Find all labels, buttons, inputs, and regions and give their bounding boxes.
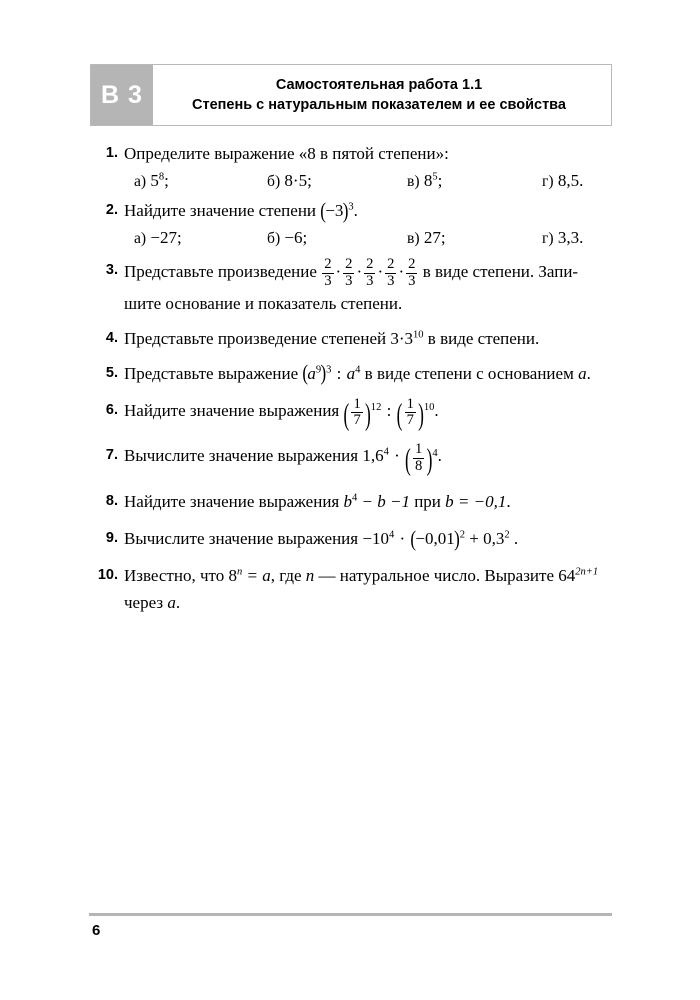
- task-content: [124, 397, 618, 433]
- task-item: [90, 562, 618, 616]
- power-expression: $b^4 - b -1$: [343, 492, 410, 512]
- option-b: б) −6;: [267, 228, 308, 247]
- option-v: в) 27;: [407, 228, 446, 247]
- option-b: б) 8·5;: [267, 171, 312, 190]
- option-a: а) −27;: [134, 228, 182, 247]
- task-item: [90, 397, 618, 433]
- task-content: [124, 140, 618, 194]
- task-number: 9.: [105, 530, 118, 547]
- power-expression: 8$^n$ = a: [228, 566, 271, 586]
- task-number: 2.: [105, 202, 118, 218]
- task-item: [90, 488, 618, 515]
- task-number: 1.: [105, 145, 118, 161]
- fraction-product: $\frac{2}{3}$ · $\frac{2}{3}$ · $\frac{2}{3}$ · $\frac{2}{3}$ · $\frac{2}{3}$: [324, 256, 416, 289]
- task-content: [124, 257, 618, 317]
- condition: b = −0,1: [445, 492, 507, 512]
- task-statement: Представьте выражение ( $a^9$ ) $^3$ : $a^4$ в виде степени с основанием a.: [124, 360, 618, 387]
- task-item: [90, 197, 618, 251]
- fraction: $\frac{2}{3}$: [408, 256, 416, 289]
- option-a: а) $5^8$;: [134, 171, 169, 190]
- task-statement: Вычислите значение выражения $1,6^4$ · ( $\frac{1}{8}$ ) 4.: [124, 442, 618, 478]
- parenthesized-fraction: ( $\frac{1}{7}$ ): [397, 397, 424, 433]
- task-statement: Известно, что 8$^n$ = a, где n — натуральное число. Выразите $64^{2n+1}$: [124, 566, 599, 586]
- power-expression: ( −3 ) $^3$: [320, 201, 353, 220]
- task-content: [124, 325, 618, 352]
- task-number: 10.: [97, 567, 118, 584]
- option-v: в) $8^5$;: [407, 171, 443, 190]
- worksheet-title: Самостоятельная работа 1.1: [275, 77, 483, 93]
- task-statement: Представьте произведение степеней $3\cdot 3^{10}$ в виде степени.: [124, 328, 540, 348]
- footer-divider: [89, 913, 612, 916]
- task-item: [90, 525, 618, 552]
- fraction: $\frac{2}{3}$: [387, 256, 395, 289]
- task-item: [90, 360, 618, 387]
- task-item: [90, 442, 618, 478]
- power-expression: ( $a^9$ ) $^3$ : $a^4$: [302, 364, 360, 383]
- header-title-group: [153, 65, 611, 125]
- task-statement: Найдите значение степени ( −3 ) $^3$.: [124, 197, 618, 224]
- task-statement: Представьте произведение $\frac{2}{3}$ · $\frac{2}{3}$ · $\frac{2}{3}$ · $\frac{2}{3}$ · $\frac{2}{3}$ в виде степени. Запи-: [124, 256, 579, 289]
- power-expression-2: $64^{2n+1}$: [558, 566, 599, 586]
- task-number: 7.: [105, 447, 118, 464]
- parenthesized-fraction: ( $\frac{1}{8}$ ): [405, 442, 432, 478]
- task-list: [90, 140, 618, 619]
- task-item: [90, 257, 618, 317]
- task-number: 5.: [105, 364, 118, 381]
- task-number: 3.: [105, 262, 118, 278]
- task-number: 4.: [105, 329, 118, 346]
- power-expression: $-10^4$ · ( −0,01 ) $^2 + 0,3^2$: [362, 529, 509, 548]
- task-content: [124, 562, 618, 616]
- fraction: $\frac{2}{3}$: [366, 256, 374, 289]
- task-number: 8.: [105, 493, 118, 510]
- power-expression: $1,6^4$ · ( $\frac{1}{8}$ ) 4: [362, 446, 437, 465]
- fraction: $\frac{2}{3}$: [345, 256, 353, 289]
- worksheet-header: [90, 64, 612, 126]
- task-statement-line2: через a.: [124, 593, 181, 613]
- power-expression: ( $\frac{1}{7}$ ) 12 : ( $\frac{1}{7}$ ) 10: [343, 401, 434, 420]
- task-content: [124, 442, 618, 478]
- page-number: 6: [92, 922, 101, 939]
- variant-label: В 3: [101, 80, 143, 109]
- task-content: [124, 360, 618, 387]
- option-g: г) 8,5.: [542, 171, 584, 190]
- fraction: $\frac{2}{3}$: [324, 256, 332, 289]
- variant-badge: [91, 65, 153, 125]
- task-item: [90, 140, 618, 194]
- task-content: [124, 525, 618, 552]
- answer-options: [124, 167, 618, 194]
- answer-options: [124, 224, 618, 251]
- task-content: [124, 488, 618, 515]
- task-number: 6.: [105, 401, 118, 418]
- parenthesized-fraction: ( $\frac{1}{7}$ ): [343, 397, 370, 433]
- option-g: г) 3,3.: [542, 228, 584, 247]
- power-expression: $3\cdot 3^{10}$: [390, 328, 424, 348]
- task-statement: Найдите значение выражения $b^4 - b -1$ при b = −0,1.: [124, 492, 511, 512]
- worksheet-subtitle: Степень с натуральным показателем и ее свойства: [192, 97, 566, 113]
- task-statement: Вычислите значение выражения $-10^4$ · ( −0,01 ) $^2 + 0,3^2$ .: [124, 525, 618, 552]
- task-content: [124, 197, 618, 251]
- task-statement-line2: шите основание и показатель степени.: [124, 293, 403, 313]
- task-statement: Найдите значение выражения ( $\frac{1}{7}$ ) 12 : ( $\frac{1}{7}$ ) 10.: [124, 397, 618, 433]
- task-item: [90, 325, 618, 352]
- task-statement: Определите выражение «8 в пятой степени»:: [124, 144, 449, 163]
